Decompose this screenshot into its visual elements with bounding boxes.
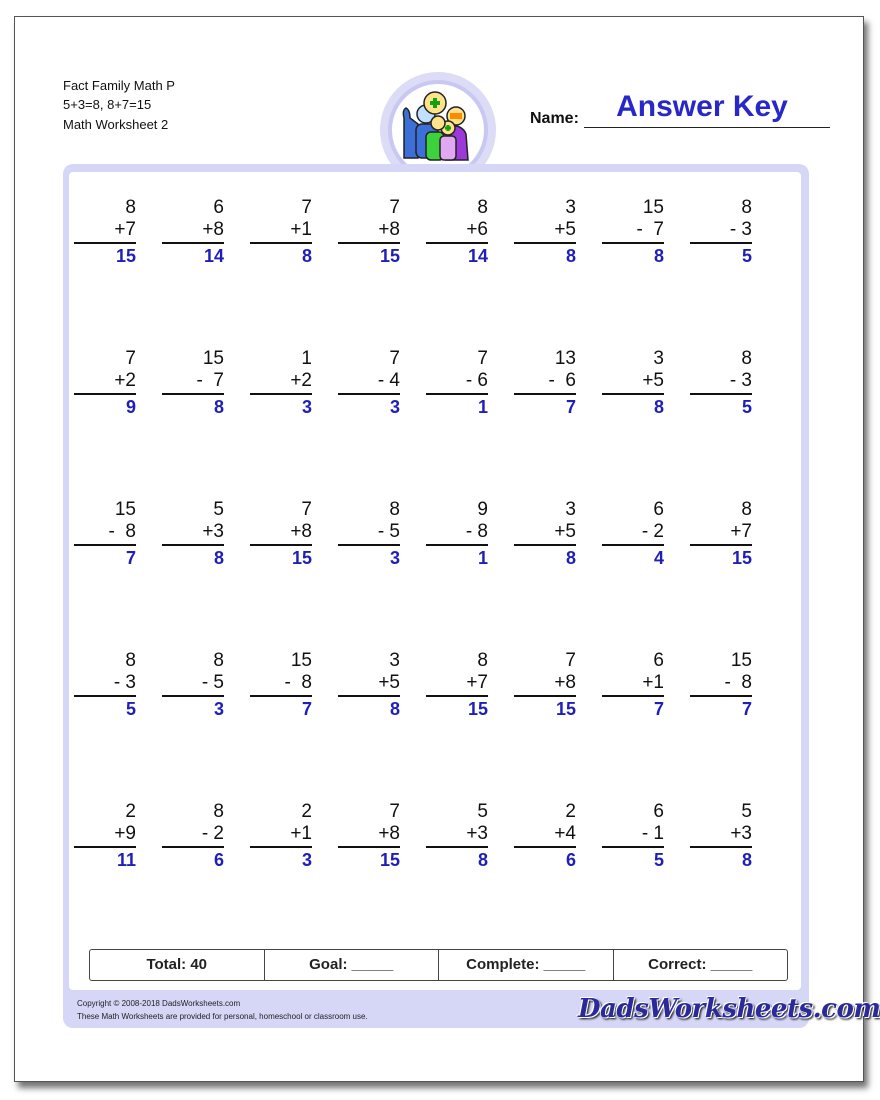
problem-operator-line: +8 — [202, 219, 224, 240]
problem-top-number: 7 — [301, 197, 312, 218]
problem-answer: 7 — [741, 699, 752, 719]
problem-3-7 — [602, 499, 664, 569]
problem-2-2 — [162, 348, 224, 418]
problem-answer: 5 — [125, 699, 136, 719]
problem-operator-line: +8 — [290, 521, 312, 542]
problem-answer: 11 — [116, 850, 136, 870]
problem-2-3 — [250, 348, 312, 418]
problem-answer: 15 — [291, 548, 312, 568]
problem-4-3 — [250, 650, 312, 720]
goal-cell[interactable]: Goal: _____ — [265, 950, 440, 980]
problem-answer: 7 — [125, 548, 136, 568]
problem-top-number: 3 — [565, 197, 576, 218]
total-cell: Total: 40 — [90, 950, 265, 980]
problem-operator-line: - 8 — [108, 521, 136, 542]
problem-5-6 — [514, 801, 576, 871]
problem-operator-line: - 3 — [729, 219, 752, 240]
problem-top-number: 8 — [477, 650, 488, 671]
problem-5-3 — [250, 801, 312, 871]
problem-answer: 3 — [301, 397, 312, 417]
problem-3-4 — [338, 499, 400, 569]
correct-cell[interactable]: Correct: _____ — [648, 956, 753, 973]
problem-answer: 5 — [741, 246, 752, 266]
problem-top-number: 3 — [389, 650, 400, 671]
problem-answer: 8 — [653, 246, 664, 266]
problem-3-6 — [514, 499, 576, 569]
problem-2-7 — [602, 348, 664, 418]
problem-answer: 5 — [653, 850, 664, 870]
problem-answer: 7 — [301, 699, 312, 719]
problem-operator-line: +8 — [378, 219, 400, 240]
problem-4-5 — [426, 650, 488, 720]
problem-answer: 6 — [213, 850, 224, 870]
problem-top-number: 8 — [477, 197, 488, 218]
problem-top-number: 7 — [477, 348, 488, 369]
problem-2-1 — [74, 348, 136, 418]
problem-1-2 — [162, 197, 224, 267]
problem-operator-line: +3 — [466, 823, 488, 844]
problem-operator-line: +3 — [730, 823, 752, 844]
problem-operator-line: +2 — [290, 370, 312, 391]
problem-5-2 — [162, 801, 224, 871]
problem-operator-line: +4 — [554, 823, 576, 844]
problem-operator-line: - 8 — [465, 521, 488, 542]
usage-notice: These Math Worksheets are provided for personal, homeschool or classroom use. — [77, 1012, 368, 1021]
problem-operator-line: - 2 — [201, 823, 224, 844]
problem-3-3 — [250, 499, 312, 569]
problem-top-number: 2 — [565, 801, 576, 822]
problem-answer: 3 — [389, 397, 400, 417]
problem-top-number: 7 — [389, 197, 400, 218]
problem-2-5 — [426, 348, 488, 418]
problem-operator-line: +1 — [290, 219, 312, 240]
problem-3-1 — [74, 499, 136, 569]
problem-answer: 3 — [301, 850, 312, 870]
problem-top-number: 8 — [741, 348, 752, 369]
problem-top-number: 5 — [477, 801, 488, 822]
problem-answer: 3 — [213, 699, 224, 719]
problem-1-6 — [514, 197, 576, 267]
problem-top-number: 15 — [642, 197, 664, 218]
problem-5-5 — [426, 801, 488, 871]
problem-operator-line: +6 — [466, 219, 488, 240]
problem-answer: 14 — [203, 246, 224, 266]
problem-5-4 — [338, 801, 400, 871]
problem-top-number: 8 — [741, 499, 752, 520]
problem-answer: 4 — [653, 548, 664, 568]
problem-answer: 8 — [213, 397, 224, 417]
problem-4-8 — [690, 650, 752, 720]
problem-operator-line: - 7 — [636, 219, 664, 240]
problem-answer: 15 — [379, 850, 400, 870]
problem-answer: 8 — [301, 246, 312, 266]
problem-operator-line: +5 — [642, 370, 664, 391]
problem-operator-line: +9 — [114, 823, 136, 844]
problem-2-8 — [690, 348, 752, 418]
problem-operator-line: +8 — [554, 672, 576, 693]
problem-top-number: 8 — [125, 650, 136, 671]
problem-answer: 8 — [213, 548, 224, 568]
problem-answer: 8 — [389, 699, 400, 719]
problem-top-number: 8 — [741, 197, 752, 218]
problem-operator-line: - 5 — [377, 521, 400, 542]
problem-operator-line: +5 — [554, 521, 576, 542]
problem-5-7 — [602, 801, 664, 871]
problem-operator-line: - 4 — [377, 370, 400, 391]
problem-1-1 — [74, 197, 136, 267]
problem-operator-line: - 1 — [641, 823, 664, 844]
problem-3-8 — [690, 499, 752, 569]
problem-4-4 — [338, 650, 400, 720]
problem-top-number: 3 — [565, 499, 576, 520]
problem-operator-line: - 5 — [201, 672, 224, 693]
problem-answer: 3 — [389, 548, 400, 568]
problem-top-number: 6 — [653, 499, 664, 520]
problem-answer: 8 — [741, 850, 752, 870]
problem-top-number: 7 — [565, 650, 576, 671]
problem-operator-line: +1 — [290, 823, 312, 844]
problem-answer: 8 — [477, 850, 488, 870]
problem-4-6 — [514, 650, 576, 720]
problem-top-number: 7 — [125, 348, 136, 369]
answer-key-heading: Answer Key — [616, 90, 788, 123]
problem-top-number: 9 — [477, 499, 488, 520]
problem-operator-line: - 3 — [729, 370, 752, 391]
problem-operator-line: +7 — [730, 521, 752, 542]
problem-operator-line: +5 — [378, 672, 400, 693]
problem-answer: 14 — [467, 246, 488, 266]
problem-operator-line: - 6 — [465, 370, 488, 391]
problem-top-number: 2 — [125, 801, 136, 822]
worksheet-title: Fact Family Math P — [63, 78, 175, 93]
problem-operator-line: +5 — [554, 219, 576, 240]
problem-top-number: 8 — [389, 499, 400, 520]
problem-top-number: 1 — [301, 348, 312, 369]
worksheet-number: Math Worksheet 2 — [63, 117, 169, 132]
problem-answer: 8 — [565, 548, 576, 568]
problem-top-number: 3 — [653, 348, 664, 369]
problem-answer: 1 — [477, 548, 488, 568]
problem-top-number: 5 — [213, 499, 224, 520]
problem-answer: 9 — [125, 397, 136, 417]
problem-answer: 15 — [731, 548, 752, 568]
problem-top-number: 15 — [730, 650, 752, 671]
problem-2-4 — [338, 348, 400, 418]
problem-4-2 — [162, 650, 224, 720]
problem-answer: 1 — [477, 397, 488, 417]
problem-answer: 15 — [115, 246, 136, 266]
problem-top-number: 6 — [653, 801, 664, 822]
problem-operator-line: +7 — [466, 672, 488, 693]
problem-answer: 7 — [653, 699, 664, 719]
dadsworksheets-logo: DadsWorksheets.com — [578, 994, 880, 1024]
problem-answer: 8 — [565, 246, 576, 266]
fact-family-icon — [396, 88, 480, 172]
problem-operator-line: - 6 — [548, 370, 576, 391]
problem-answer: 7 — [565, 397, 576, 417]
problem-top-number: 8 — [213, 801, 224, 822]
problem-1-4 — [338, 197, 400, 267]
problem-frame — [63, 164, 809, 1028]
problem-operator-line: - 8 — [724, 672, 752, 693]
problem-answer: 15 — [467, 699, 488, 719]
problem-top-number: 2 — [301, 801, 312, 822]
name-label: Name: — [530, 110, 579, 127]
copyright-text: Copyright © 2008-2018 DadsWorksheets.com — [77, 999, 241, 1008]
problem-top-number: 13 — [554, 348, 576, 369]
problem-2-6 — [514, 348, 576, 418]
problem-operator-line: - 3 — [113, 672, 136, 693]
problem-answer: 15 — [379, 246, 400, 266]
problem-operator-line: - 8 — [284, 672, 312, 693]
problem-3-2 — [162, 499, 224, 569]
problem-operator-line: - 2 — [641, 521, 664, 542]
problem-4-7 — [602, 650, 664, 720]
worksheet-subtitle: 5+3=8, 8+7=15 — [63, 97, 152, 112]
problem-top-number: 8 — [213, 650, 224, 671]
problem-1-8 — [690, 197, 752, 267]
problem-1-7 — [602, 197, 664, 267]
problem-operator-line: +8 — [378, 823, 400, 844]
problem-top-number: 15 — [114, 499, 136, 520]
problem-operator-line: +2 — [114, 370, 136, 391]
problem-5-1 — [74, 801, 136, 871]
problem-top-number: 5 — [741, 801, 752, 822]
problem-operator-line: +7 — [114, 219, 136, 240]
problem-operator-line: - 7 — [196, 370, 224, 391]
problem-3-5 — [426, 499, 488, 569]
problem-5-8 — [690, 801, 752, 871]
problem-operator-line: +3 — [202, 521, 224, 542]
problem-answer: 15 — [555, 699, 576, 719]
name-line — [584, 127, 830, 128]
problem-top-number: 7 — [389, 801, 400, 822]
problem-1-3 — [250, 197, 312, 267]
complete-cell[interactable]: Complete: _____ — [439, 950, 614, 980]
problem-top-number: 15 — [202, 348, 224, 369]
problem-1-5 — [426, 197, 488, 267]
problem-4-1 — [74, 650, 136, 720]
problem-answer: 8 — [653, 397, 664, 417]
problem-answer: 6 — [565, 850, 576, 870]
problem-answer: 5 — [741, 397, 752, 417]
problem-top-number: 6 — [653, 650, 664, 671]
problem-top-number: 7 — [301, 499, 312, 520]
problem-top-number: 6 — [213, 197, 224, 218]
problem-top-number: 7 — [389, 348, 400, 369]
problem-operator-line: +1 — [642, 672, 664, 693]
score-box — [89, 949, 788, 981]
problem-top-number: 15 — [290, 650, 312, 671]
problem-top-number: 8 — [125, 197, 136, 218]
